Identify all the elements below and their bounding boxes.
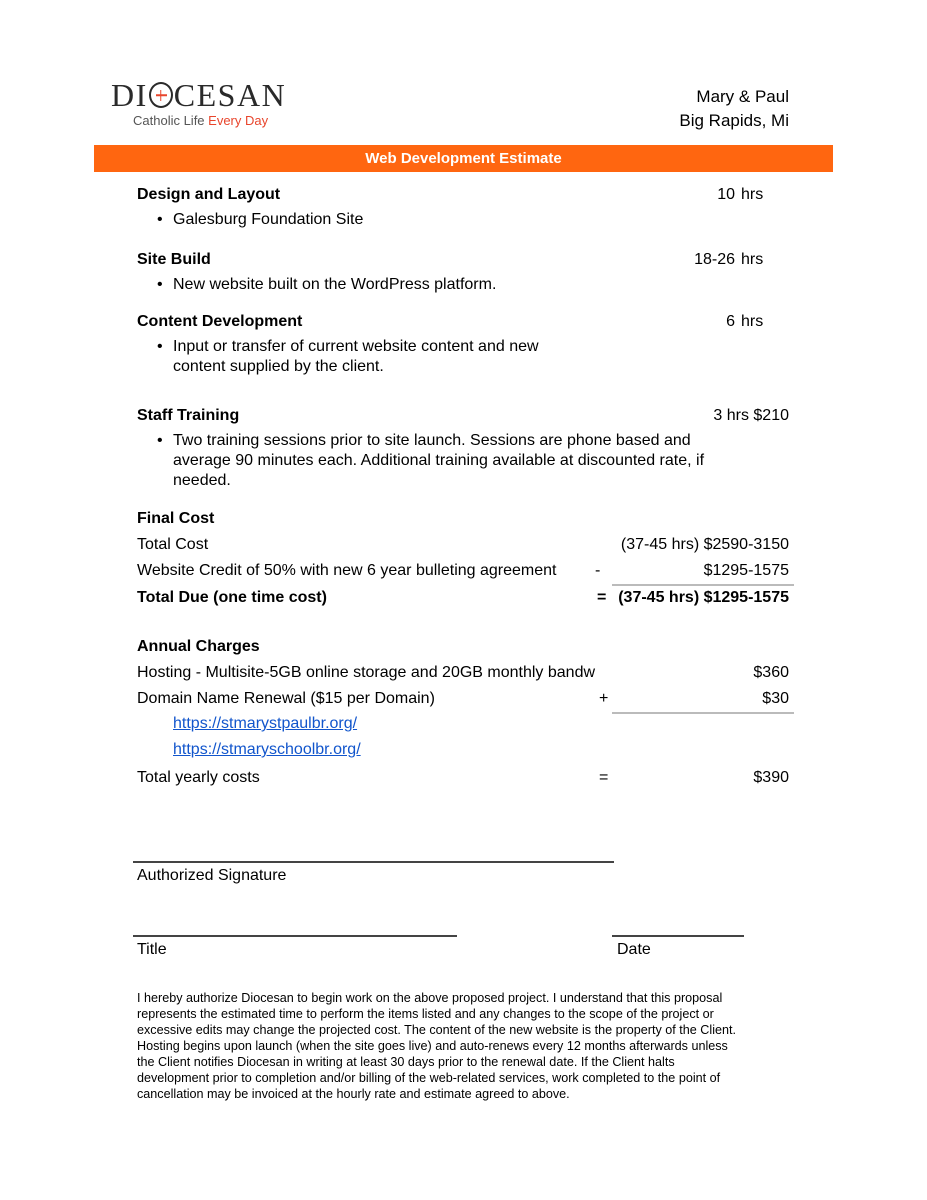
- annual-divider: [612, 712, 794, 714]
- equals-operator: =: [597, 589, 607, 606]
- annual-charges-heading: Annual Charges: [137, 638, 260, 655]
- estimate-banner: Web Development Estimate: [94, 145, 833, 172]
- item-site-build: [137, 249, 789, 295]
- tagline-plain: Catholic Life: [133, 113, 209, 128]
- domain-link-stmarystpaulbr[interactable]: https://stmarystpaulbr.org/: [173, 715, 358, 732]
- equals-operator: =: [599, 769, 609, 786]
- final-cost-heading: Final Cost: [137, 510, 215, 527]
- tagline-accent: Every Day: [208, 113, 269, 128]
- logo-word-end: CESAN: [173, 77, 287, 113]
- total-due-label: Total Due (one time cost): [137, 589, 327, 606]
- item-content-development: [137, 311, 789, 377]
- minus-operator: -: [595, 562, 601, 579]
- domain-row: [137, 688, 789, 710]
- authorized-signature-label: Authorized Signature: [137, 867, 287, 884]
- domain-value: $30: [762, 690, 789, 707]
- credit-row: [137, 560, 789, 582]
- item-hours: 18-26 hrs: [694, 251, 764, 268]
- domain-label: Domain Name Renewal ($15 per Domain): [137, 690, 435, 707]
- logo-wordmark: [111, 79, 311, 111]
- item-title: Site Build: [137, 251, 211, 268]
- title-label: Title: [137, 941, 167, 958]
- item-title: Content Development: [137, 313, 303, 330]
- item-bullet: • New website built on the WordPress platform.: [157, 276, 497, 293]
- hosting-value: $360: [753, 664, 789, 681]
- item-value: 3 hrs $210: [713, 407, 789, 424]
- title-line[interactable]: [133, 935, 457, 937]
- plus-operator: +: [599, 690, 609, 707]
- client-name: Mary & Paul: [696, 87, 789, 106]
- item-hours: 6 hrs: [726, 313, 764, 330]
- item-design-layout: [137, 184, 789, 230]
- total-yearly-label: Total yearly costs: [137, 769, 260, 786]
- logo-word-start: DI: [111, 77, 148, 113]
- item-bullet: • Input or transfer of current website content and new content supplied by the client.: [157, 338, 539, 375]
- total-due-row: [137, 587, 789, 609]
- authorization-disclaimer: I hereby authorize Diocesan to begin work on the above proposed project. I understand that this proposal represents the estimated time to perform the items listed and any changes to the scope of the project or excessive edits may change the projected cost. The content of the new website is the property of the Client. Hosting begins upon launch (when the site goes live) and auto-renews every 12 months afterwards unless the Client notifies Diocesan in writing at least 30 days prior to the renewal date. If the Client halts development prior to completion and/or billing of the web-related services, work completed to the point of cancellation may be invoiced at the hourly rate and estimate agreed to above.: [137, 991, 737, 1101]
- subtotal-divider: [612, 584, 794, 586]
- total-cost-row: [137, 534, 789, 556]
- date-label: Date: [617, 941, 651, 958]
- total-yearly-value: $390: [753, 769, 789, 786]
- credit-value: $1295-1575: [703, 562, 789, 579]
- total-cost-label: Total Cost: [137, 536, 209, 553]
- hosting-row: [137, 662, 789, 684]
- domain-link-stmaryschoolbr[interactable]: https://stmaryschoolbr.org/: [173, 741, 361, 758]
- client-info: [679, 85, 789, 133]
- item-hours: 10 hrs: [717, 186, 764, 203]
- logo-tagline: [133, 113, 311, 128]
- item-bullet: • Two training sessions prior to site launch. Sessions are phone based and average 90 minutes each. Additional training available at discounted rate, if needed.: [157, 432, 705, 489]
- total-cost-value: (37-45 hrs) $2590-3150: [620, 536, 789, 553]
- diocesan-logo: [111, 79, 311, 128]
- credit-label: Website Credit of 50% with new 6 year bulleting agreement: [137, 562, 557, 579]
- item-staff-training: [137, 405, 789, 491]
- total-yearly-row: [137, 767, 789, 789]
- item-title: Staff Training: [137, 407, 240, 424]
- signature-line[interactable]: [133, 861, 614, 863]
- item-bullet: • Galesburg Foundation Site: [157, 211, 364, 228]
- client-location: Big Rapids, Mi: [679, 111, 789, 130]
- total-due-value: (37-45 hrs) $1295-1575: [618, 589, 789, 606]
- cross-circle-icon: [149, 82, 173, 108]
- date-line[interactable]: [612, 935, 744, 937]
- item-title: Design and Layout: [137, 186, 281, 203]
- hosting-label: Hosting - Multisite-5GB online storage and 20GB monthly bandw: [137, 664, 596, 681]
